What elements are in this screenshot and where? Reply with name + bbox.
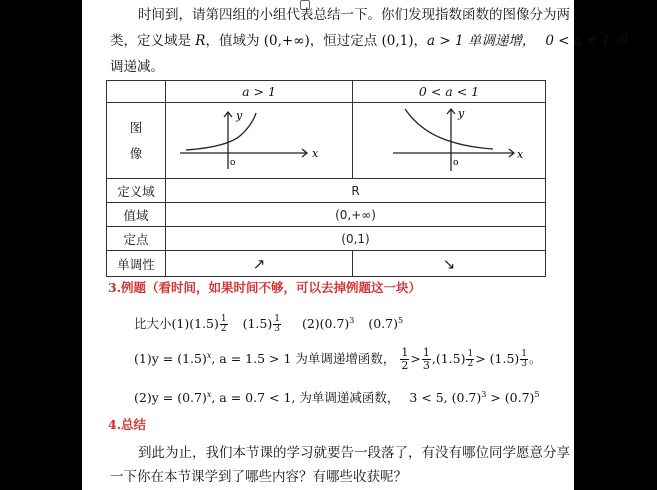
- table-row-domain: 定义域 R: [107, 179, 546, 203]
- row-label-graph: 图像: [107, 103, 166, 179]
- range-value: (0,+∞): [166, 203, 546, 227]
- solution-1: $(1)y = (1.5)^x$, a = 1.5 > 1 为单调递增函数， $\frac{1}{2}$ > $\frac{1}{3}$ ,(1.5) $\frac{1}{2}$ > (1.5) $\frac{1}{3}$ 。: [134, 346, 542, 373]
- header-a-gt-1: a > 1: [166, 81, 353, 103]
- table-row-range: 值域 (0,+∞): [107, 203, 546, 227]
- increasing-arrow-icon: ↗: [166, 251, 353, 277]
- y-label: y: [458, 107, 465, 120]
- table-header-row: [107, 81, 546, 103]
- header-a-between-0-1: 0 < a < 1: [353, 81, 546, 103]
- origin-label: o: [453, 158, 459, 168]
- domain-value: R: [166, 179, 546, 203]
- y-label: y: [236, 109, 243, 122]
- solution-2: $(2)y = (0.7)^x$, a = 0.7 < 1, 为单调递减函数， 3 < 5, $(0.7)^3 > (0.7)^5$: [134, 390, 540, 406]
- table-row-fixed-point: 定点 (0,1): [107, 227, 546, 251]
- x-label: x: [517, 148, 524, 161]
- x-label: x: [312, 147, 319, 160]
- fixed-point-value: (0,1): [166, 227, 546, 251]
- example-heading: 3.例题（看时间，如果时间不够，可以去掉例题这一块）: [108, 280, 422, 295]
- table-row-monotonicity: 单调性 ↗ ↘: [107, 251, 546, 277]
- intro-line-1: 时间到，请第四组的小组代表总结一下。你们发现指数函数的图像分为两: [138, 7, 570, 23]
- intro-line-2: 类，定义域是 R，值域为 (0,+∞)，恒过定点 (0,1)，a > 1 单调递增， 0 < a < 1 单: [110, 33, 629, 49]
- table-row-graph: [107, 103, 546, 179]
- summary-line-2: 一下你在本节课学到了哪些内容？有哪些收获呢？: [110, 469, 407, 485]
- increasing-curve: [186, 113, 256, 150]
- decreasing-curve: [405, 109, 493, 149]
- example-question: 比大小(1)(1.5) $\frac{1}{2}$ (1.5) $\frac{1}{3}$ $(2)(0.7)^3$ $(0.7)^5$: [134, 314, 404, 335]
- exponential-properties-table: [106, 80, 546, 277]
- right-black-margin: [574, 0, 657, 490]
- intro-line-3: 调递减。: [110, 59, 164, 75]
- summary-line-1: 到此为止，我们本节课的学习就要告一段落了，有没有哪位同学愿意分享: [138, 445, 570, 461]
- decreasing-arrow-icon: ↘: [353, 251, 546, 277]
- graph-decreasing: [353, 103, 546, 179]
- origin-label: o: [230, 158, 236, 168]
- graph-increasing: [166, 103, 353, 179]
- left-black-margin: [0, 0, 82, 490]
- summary-heading: 4.总结: [108, 417, 147, 432]
